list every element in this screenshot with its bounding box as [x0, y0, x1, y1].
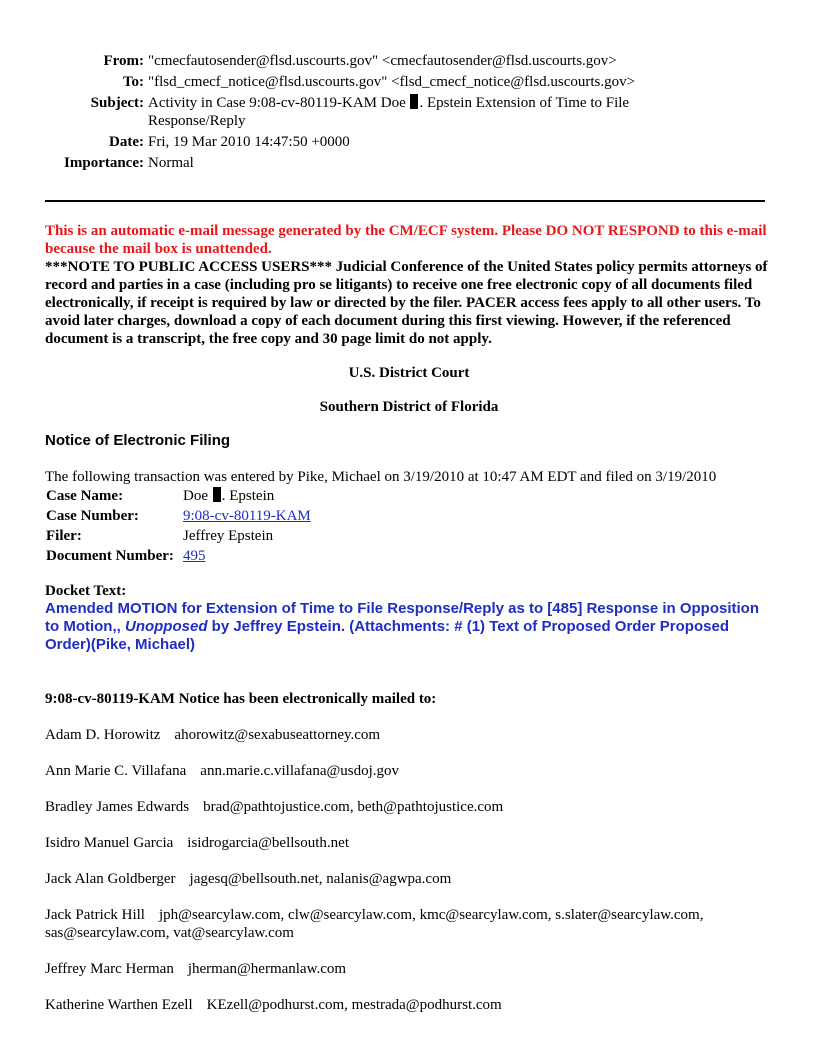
subject-value	[144, 94, 668, 130]
document-number-label: Document Number:	[46, 548, 174, 564]
docket-text-italic: Unopposed	[124, 618, 208, 635]
email-body	[45, 222, 773, 1014]
recipient-emails: ahorowitz@sexabuseattorney.com	[174, 727, 381, 743]
public-access-note: ***NOTE TO PUBLIC ACCESS USERS*** Judicial Conference of the United States policy permits attorneys of record and parties in a case (including pro se litigants) to receive one free electronic copy of all documents filed electronically, if receipt is required by law or directed by the filer. PACER access fees apply to all other users. To avoid later charges, download a copy of each document during this first viewing. However, if the referenced document is a transcript, the free copy and 30 page limit do not apply.	[45, 259, 768, 347]
redaction-box	[213, 487, 221, 502]
email-header	[0, 52, 780, 175]
case-number-link[interactable]: 9:08-cv-80119-KAM	[183, 508, 311, 524]
filer-label: Filer:	[46, 528, 82, 544]
recipient-row	[45, 996, 773, 1014]
subject-text-start: Activity in Case 9:08-cv-80119-KAM Doe	[148, 95, 406, 111]
subject-text-end: . Epstein Extension of Time to File Response/Reply	[148, 95, 630, 129]
recipient-name: Katherine Warthen Ezell	[45, 997, 193, 1013]
case-name-label: Case Name:	[46, 488, 124, 504]
recipient-row	[45, 726, 773, 744]
recipient-row	[45, 834, 773, 852]
date-label: Date:	[109, 134, 144, 150]
to-label: To:	[122, 74, 144, 90]
case-name-value	[182, 486, 313, 506]
document-number-cell	[182, 546, 313, 566]
recipient-emails: ann.marie.c.villafana@usdoj.gov	[200, 763, 400, 779]
recipient-row	[45, 798, 773, 816]
from-label: From:	[103, 53, 144, 69]
mailed-to-header: 9:08-cv-80119-KAM Notice has been electronically mailed to:	[45, 691, 437, 707]
document-number-row	[45, 546, 313, 566]
importance-value: Normal	[148, 155, 194, 171]
recipient-row	[45, 960, 773, 978]
recipient-name: Jack Alan Goldberger	[45, 871, 176, 887]
transaction-line: The following transaction was entered by Pike, Michael on 3/19/2010 at 10:47 AM EDT and filed on 3/19/2010	[45, 469, 717, 485]
recipient-name: Jeffrey Marc Herman	[45, 961, 174, 977]
docket-text-part2: by Jeffrey Epstein. (Attachments: # (1) Text of Proposed Order Proposed Order)(Pike, Michael)	[45, 618, 729, 653]
case-name-start: Doe	[183, 488, 208, 504]
redaction-box	[410, 94, 418, 109]
recipient-name: Adam D. Horowitz	[45, 727, 161, 743]
case-info-table	[45, 486, 313, 566]
recipient-row	[45, 906, 773, 942]
docket-text	[45, 600, 773, 654]
recipient-row	[45, 762, 773, 780]
nef-title: Notice of Electronic Filing	[45, 432, 231, 449]
district-name: Southern District of Florida	[319, 399, 499, 415]
recipient-name: Isidro Manuel Garcia	[45, 835, 174, 851]
recipient-emails: jherman@hermanlaw.com	[187, 961, 347, 977]
recipient-emails: KEzell@podhurst.com, mestrada@podhurst.com	[206, 997, 502, 1013]
court-name: U.S. District Court	[348, 365, 470, 381]
recipient-name: Ann Marie C. Villafana	[45, 763, 187, 779]
case-number-row	[45, 506, 313, 526]
importance-label: Importance:	[64, 155, 144, 171]
subject-label: Subject:	[90, 95, 144, 111]
header-divider	[45, 200, 765, 202]
docket-text-label: Docket Text:	[45, 583, 127, 599]
recipient-emails: jph@searcylaw.com, clw@searcylaw.com, kmc@searcylaw.com, s.slater@searcylaw.com, sas@searcylaw.com, vat@searcylaw.com	[45, 907, 704, 941]
recipient-name: Jack Patrick Hill	[45, 907, 145, 923]
case-number-cell	[182, 506, 313, 526]
filer-row	[45, 526, 313, 546]
document-number-link[interactable]: 495	[183, 548, 206, 564]
recipient-row	[45, 870, 773, 888]
subject-row	[0, 94, 780, 130]
recipient-list	[45, 726, 773, 1014]
auto-message-warning: This is an automatic e-mail message generated by the CM/ECF system. Please DO NOT RESPOND to this e-mail because the mail box is unattended.	[45, 223, 767, 257]
recipient-name: Bradley James Edwards	[45, 799, 190, 815]
recipient-emails: brad@pathtojustice.com, beth@pathtojustice.com	[203, 799, 504, 815]
recipient-emails: isidrogarcia@bellsouth.net	[187, 835, 349, 851]
to-row	[0, 73, 780, 91]
date-row	[0, 133, 780, 151]
docket-text-part1: Amended MOTION for Extension of Time to File Response/Reply as to [485] Response in Opposition to Motion,,	[45, 600, 759, 635]
importance-row	[0, 154, 780, 172]
to-value: "flsd_cmecf_notice@flsd.uscourts.gov" <flsd_cmecf_notice@flsd.uscourts.gov>	[148, 74, 636, 90]
case-name-end: . Epstein	[221, 488, 275, 504]
from-row	[0, 52, 780, 70]
from-value: "cmecfautosender@flsd.uscourts.gov" <cmecfautosender@flsd.uscourts.gov>	[148, 53, 617, 69]
case-name-row	[45, 486, 313, 506]
case-number-label: Case Number:	[46, 508, 139, 524]
recipient-emails: jagesq@bellsouth.net, nalanis@agwpa.com	[189, 871, 452, 887]
filer-value: Jeffrey Epstein	[183, 528, 274, 544]
date-value: Fri, 19 Mar 2010 14:47:50 +0000	[148, 134, 350, 150]
